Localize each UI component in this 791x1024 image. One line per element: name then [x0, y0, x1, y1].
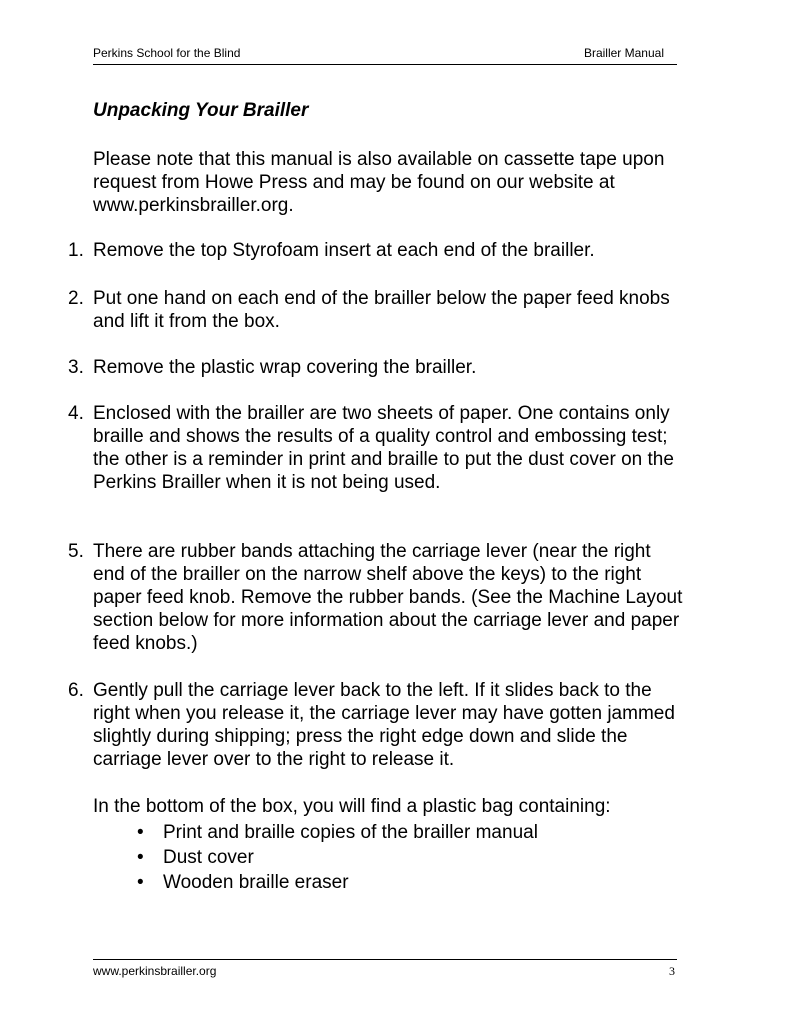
header-organization: Perkins School for the Blind: [93, 46, 241, 60]
step-item: [68, 356, 683, 379]
step-number: 6.: [68, 680, 84, 701]
step-item: [68, 540, 683, 655]
step-item: [68, 402, 683, 494]
page-footer: [93, 959, 677, 984]
intro-paragraph: Please note that this manual is also available on cassette tape upon request from Howe Press and may be found on our website at www.perkinsbrailler.org.: [93, 149, 665, 216]
header-document-title: Brailler Manual: [583, 46, 664, 60]
list-item-text: Dust cover: [163, 847, 254, 868]
bullet-icon: •: [137, 822, 144, 843]
list-item: [137, 845, 538, 870]
section-title: Unpacking Your Brailler: [93, 100, 309, 121]
contents-list: [137, 820, 538, 895]
step-item: [68, 239, 683, 262]
step-text: There are rubber bands attaching the carriage lever (near the right end of the brailler on the narrow shelf above the keys) to the right paper feed knob. Remove the rubber bands. (See the Machine Layout section below for more information about the carriage lever and paper feed knobs.): [93, 541, 683, 654]
page-number: 3: [669, 964, 675, 978]
bullet-icon: •: [137, 872, 144, 893]
list-item: [137, 870, 538, 895]
step-text: Gently pull the carriage lever back to the left. If it slides back to the right when you release it, the carriage lever may have gotten jammed slightly during shipping; press the right edge down and slide the carriage lever over to the right to release it.: [93, 680, 675, 770]
step-item: [68, 287, 683, 333]
step-text: Remove the top Styrofoam insert at each end of the brailler.: [93, 240, 595, 261]
step-text: Remove the plastic wrap covering the brailler.: [93, 357, 477, 378]
list-item-text: Wooden braille eraser: [163, 872, 349, 893]
step-item: [68, 679, 683, 771]
list-item: [137, 820, 538, 845]
step-number: 4.: [68, 403, 84, 424]
step-number: 2.: [68, 288, 84, 309]
contents-intro: In the bottom of the box, you will find a plastic bag containing:: [93, 796, 611, 817]
step-text: Enclosed with the brailler are two sheets of paper. One contains only braille and shows the results of a quality control and embossing test; the other is a reminder in print and braille to put the dust cover on the Perkins Brailler when it is not being used.: [93, 403, 674, 493]
step-text: Put one hand on each end of the brailler below the paper feed knobs and lift it from the box.: [93, 288, 670, 332]
bullet-icon: •: [137, 847, 144, 868]
step-number: 3.: [68, 357, 84, 378]
step-number: 1.: [68, 240, 84, 261]
step-number: 5.: [68, 541, 84, 562]
list-item-text: Print and braille copies of the brailler manual: [163, 822, 538, 843]
footer-website: www.perkinsbrailler.org: [93, 964, 217, 978]
page-header: [93, 44, 677, 65]
